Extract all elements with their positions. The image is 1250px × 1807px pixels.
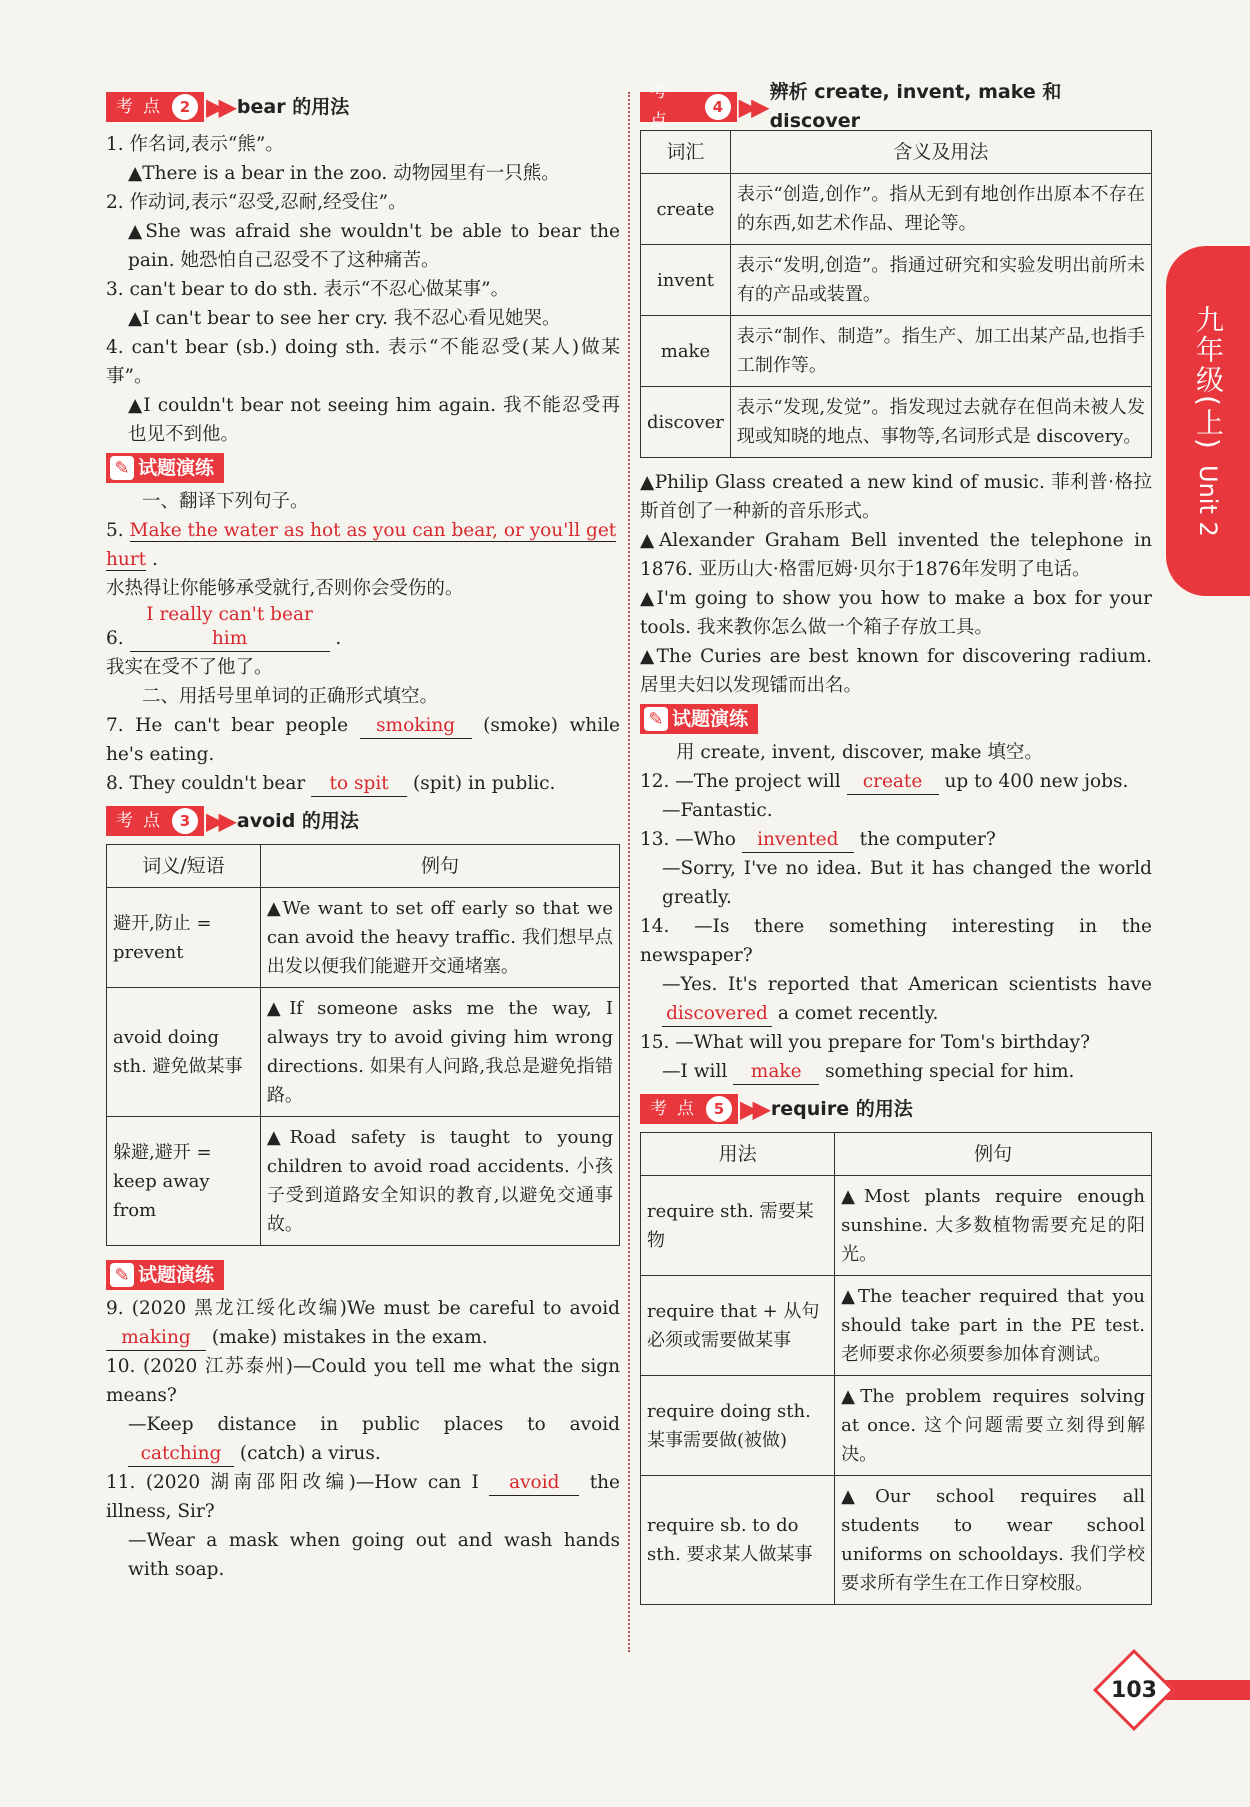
table-row xyxy=(641,1476,1152,1605)
bear-example-3: ▲I can't bear to see her cry. 我不忍心看见她哭。 xyxy=(128,308,561,329)
question-text: (spit) in public. xyxy=(413,773,556,794)
avoid-usage-table xyxy=(106,844,620,1246)
practice-label: 试题演练 xyxy=(138,456,215,479)
kaodian-title: avoid 的用法 xyxy=(236,809,359,832)
table-cell-word: create xyxy=(641,174,731,245)
question-8 xyxy=(106,769,620,798)
question-text: something special for him. xyxy=(825,1061,1075,1082)
table-cell-term: 避开,防止 = prevent xyxy=(107,888,261,988)
question-11 xyxy=(106,1468,620,1526)
question-13-reply: —Sorry, I've no idea. But it has changed the world greatly. xyxy=(662,858,1152,908)
question-text: —Yes. It's reported that American scientists have xyxy=(662,974,1152,995)
answer-q8: to spit xyxy=(311,772,407,797)
table-header: 词汇 xyxy=(641,131,731,174)
double-arrow-icon: ▶▶ xyxy=(738,92,764,121)
word-comparison-table xyxy=(640,130,1152,458)
table-cell-example: ▲The teacher required that you should take part in the PE test. 老师要求你必须要参加体育测试。 xyxy=(835,1276,1152,1376)
bear-example-2: ▲She was afraid she wouldn't be able to bear the pain. 她恐怕自己忍受不了这种痛苦。 xyxy=(128,221,620,271)
question-text: —I will xyxy=(662,1061,728,1082)
kaodian-number: 3 xyxy=(172,808,198,834)
question-text: the computer? xyxy=(859,829,996,850)
double-arrow-icon: ▶▶ xyxy=(740,1094,765,1123)
kaodian-number: 5 xyxy=(706,1096,732,1122)
question-text: up to 400 new jobs. xyxy=(944,771,1129,792)
table-cell-term: avoid doing sth. 避免做某事 xyxy=(107,988,261,1117)
question-text: —Keep distance in public places to avoid xyxy=(128,1414,620,1435)
question-9 xyxy=(106,1294,620,1352)
kaodian-label: 考点 xyxy=(650,82,677,131)
table-header-row xyxy=(641,131,1152,174)
question-text: (catch) a virus. xyxy=(239,1443,381,1464)
answer-q12: create xyxy=(847,770,939,795)
example-sentence: ▲The Curies are best known for discovering radium. 居里夫妇以发现镭而出名。 xyxy=(640,646,1152,696)
grade-label: 九年级(上) xyxy=(1192,305,1225,452)
question-number: 5. xyxy=(106,520,124,541)
table-row xyxy=(641,316,1152,387)
question-text: (smoke) while he's eating. xyxy=(106,715,620,765)
answer-q14: discovered xyxy=(662,1002,772,1027)
kaodian-badge xyxy=(106,92,204,122)
table-row xyxy=(641,245,1152,316)
practice-icon: ✎ xyxy=(110,1263,134,1287)
question-5-chinese: 水热得让你能够承受就行,否则你会受伤的。 xyxy=(106,578,464,599)
bear-item-4: 4. can't bear (sb.) doing sth. 表示“不能忍受(某人)做某事”。 xyxy=(106,337,620,387)
section-heading: 二、用括号里单词的正确形式填空。 xyxy=(142,686,439,707)
practice-label: 试题演练 xyxy=(672,707,749,730)
kaodian-5-header xyxy=(640,1092,1152,1126)
answer-q6: I really can't bear him xyxy=(130,603,330,652)
answer-q15: make xyxy=(733,1060,819,1085)
table-row xyxy=(107,1117,620,1246)
kaodian-number: 2 xyxy=(172,94,198,120)
answer-q13: invented xyxy=(742,828,854,853)
question-14-reply xyxy=(640,970,1152,1028)
question-12-reply: —Fantastic. xyxy=(662,800,773,821)
example-sentence: ▲Alexander Graham Bell invented the telephone in 1876. 亚历山大·格雷厄姆·贝尔于1876年发明了电话。 xyxy=(640,530,1152,580)
kaodian-label: 考点 xyxy=(650,1098,704,1119)
question-text: (make) mistakes in the exam. xyxy=(211,1327,488,1348)
table-cell-word: discover xyxy=(641,387,731,458)
question-6-chinese: 我实在受不了他了。 xyxy=(106,657,273,678)
kaodian-title: 辨析 create, invent, make 和 discover xyxy=(769,81,1062,132)
table-row xyxy=(107,988,620,1117)
table-cell-usage: require sb. to do sth. 要求某人做某事 xyxy=(641,1476,835,1605)
table-cell-example: ▲Our school requires all students to wear school uniforms on schooldays. 我们学校要求所有学生在工作日穿校服。 xyxy=(835,1476,1152,1605)
answer-q10: catching xyxy=(128,1442,234,1467)
table-header: 例句 xyxy=(260,845,619,888)
question-10: 10. (2020 江苏泰州)—Could you tell me what the sign means? xyxy=(106,1356,620,1406)
kaodian-title: require 的用法 xyxy=(770,1097,913,1120)
kaodian-2-header xyxy=(106,90,620,124)
question-text: 8. They couldn't bear xyxy=(106,773,306,794)
table-cell-term: 躲避,避开 = keep away from xyxy=(107,1117,261,1246)
right-column xyxy=(640,81,1152,1615)
kaodian-3-header xyxy=(106,804,620,838)
table-row xyxy=(641,1176,1152,1276)
table-cell-meaning: 表示“制作、制造”。指生产、加工出某产品,也指手工制作等。 xyxy=(730,316,1151,387)
question-13 xyxy=(640,825,1152,854)
table-cell-example: ▲Road safety is taught to young children to avoid road accidents. 小孩子受到道路安全知识的教育,以避免交通事故。 xyxy=(260,1117,619,1246)
table-cell-word: make xyxy=(641,316,731,387)
bear-item-3: 3. can't bear to do sth. 表示“不忍心做某事”。 xyxy=(106,279,510,300)
table-row xyxy=(641,387,1152,458)
table-header-row xyxy=(107,845,620,888)
require-usage-table xyxy=(640,1132,1152,1605)
bear-item-1: 1. 作名词,表示“熊”。 xyxy=(106,134,284,155)
answer-q7: smoking xyxy=(360,714,472,739)
question-11-reply: —Wear a mask when going out and wash hands with soap. xyxy=(128,1530,620,1580)
question-number: 6. xyxy=(106,628,124,649)
table-row xyxy=(107,888,620,988)
kaodian-badge xyxy=(640,82,737,131)
answer-q9: making xyxy=(106,1326,206,1351)
question-14: 14. —Is there something interesting in the newspaper? xyxy=(640,916,1152,966)
left-column xyxy=(106,88,620,1584)
question-text: 11. (2020 湖南邵阳改编)—How can I xyxy=(106,1472,479,1493)
kaodian-number: 4 xyxy=(705,94,731,120)
question-text: 13. —Who xyxy=(640,829,736,850)
answer-q11: avoid xyxy=(489,1471,579,1496)
page-number-text: 103 xyxy=(1111,1677,1157,1703)
bear-item-2: 2. 作动词,表示“忍受,忍耐,经受住”。 xyxy=(106,192,407,213)
practice-icon: ✎ xyxy=(644,707,668,731)
practice-header-2 xyxy=(106,1260,224,1290)
column-divider xyxy=(628,92,630,1652)
kaodian-label: 考点 xyxy=(116,96,170,117)
table-header: 词义/短语 xyxy=(107,845,261,888)
question-12 xyxy=(640,767,1152,796)
table-cell-example: ▲The problem requires solving at once. 这个问题需要立刻得到解决。 xyxy=(835,1376,1152,1476)
table-header: 用法 xyxy=(641,1133,835,1176)
kaodian-badge xyxy=(106,806,204,836)
table-cell-meaning: 表示“创造,创作”。指从无到有地创作出原本不存在的东西,如艺术作品、理论等。 xyxy=(730,174,1151,245)
double-arrow-icon: ▶▶ xyxy=(206,806,231,835)
table-cell-meaning: 表示“发明,创造”。指通过研究和实验发明出前所未有的产品或装置。 xyxy=(730,245,1151,316)
question-text: the illness, Sir? xyxy=(106,1472,620,1522)
unit-side-tab xyxy=(1166,246,1250,596)
table-row xyxy=(641,174,1152,245)
table-cell-word: invent xyxy=(641,245,731,316)
table-row xyxy=(641,1276,1152,1376)
table-header: 例句 xyxy=(835,1133,1152,1176)
table-cell-usage: require that + 从句 必须或需要做某事 xyxy=(641,1276,835,1376)
question-7 xyxy=(106,711,620,769)
answer-q5: Make the water as hot as you can bear, or you'll get hurt xyxy=(106,520,617,570)
bear-example-1: ▲There is a bear in the zoo. 动物园里有一只熊。 xyxy=(128,163,560,184)
question-10-answer-line xyxy=(106,1410,620,1468)
question-text: 9. (2020 黑龙江绥化改编)We must be careful to avoid xyxy=(106,1298,620,1319)
table-cell-example: ▲If someone asks me the way, I always try to avoid giving him wrong directions. 如果有人问路,我总是避免指错路。 xyxy=(260,988,619,1117)
question-text: a comet recently. xyxy=(777,1003,939,1024)
kaodian-label: 考点 xyxy=(116,810,170,831)
table-cell-example: ▲We want to set off early so that we can avoid the heavy traffic. 我们想早点出发以便我们能避开交通堵塞。 xyxy=(260,888,619,988)
example-sentence: ▲I'm going to show you how to make a box for your tools. 我来教你怎么做一个箱子存放工具。 xyxy=(640,588,1152,638)
section-heading: 一、翻译下列句子。 xyxy=(142,491,309,512)
question-text: 12. —The project will xyxy=(640,771,841,792)
kaodian-badge xyxy=(640,1094,738,1124)
practice-header-1 xyxy=(106,453,224,483)
practice-header-3 xyxy=(640,704,758,734)
table-header: 含义及用法 xyxy=(730,131,1151,174)
question-5: 5. Make the water as hot as you can bear, or you'll get hurt . xyxy=(106,520,617,570)
table-cell-usage: require doing sth. 某事需要做(被做) xyxy=(641,1376,835,1476)
section-heading: 用 create, invent, discover, make 填空。 xyxy=(676,742,1043,763)
bear-example-4: ▲I couldn't bear not seeing him again. 我不能忍受再也见不到他。 xyxy=(128,395,620,445)
table-row xyxy=(641,1376,1152,1476)
table-cell-example: ▲Most plants require enough sunshine. 大多数植物需要充足的阳光。 xyxy=(835,1176,1152,1276)
question-text: 7. He can't bear people xyxy=(106,715,349,736)
table-cell-meaning: 表示“发现,发觉”。指发现过去就存在但尚未被人发现或知晓的地点、事物等,名词形式是 discovery。 xyxy=(730,387,1151,458)
table-header-row xyxy=(641,1133,1152,1176)
practice-label: 试题演练 xyxy=(138,1263,215,1286)
kaodian-title: bear 的用法 xyxy=(236,95,350,118)
page-number xyxy=(1092,1664,1176,1716)
double-arrow-icon: ▶▶ xyxy=(206,92,231,121)
example-sentence: ▲Philip Glass created a new kind of music. 菲利普·格拉斯首创了一种新的音乐形式。 xyxy=(640,472,1152,522)
question-15-reply xyxy=(640,1057,1152,1086)
practice-icon: ✎ xyxy=(110,456,134,480)
question-15: 15. —What will you prepare for Tom's birthday? xyxy=(640,1032,1091,1053)
kaodian-4-header xyxy=(640,81,1152,132)
table-cell-usage: require sth. 需要某物 xyxy=(641,1176,835,1276)
question-6: 6. I really can't bear him . xyxy=(106,603,620,653)
unit-label: Unit 2 xyxy=(1194,465,1222,537)
